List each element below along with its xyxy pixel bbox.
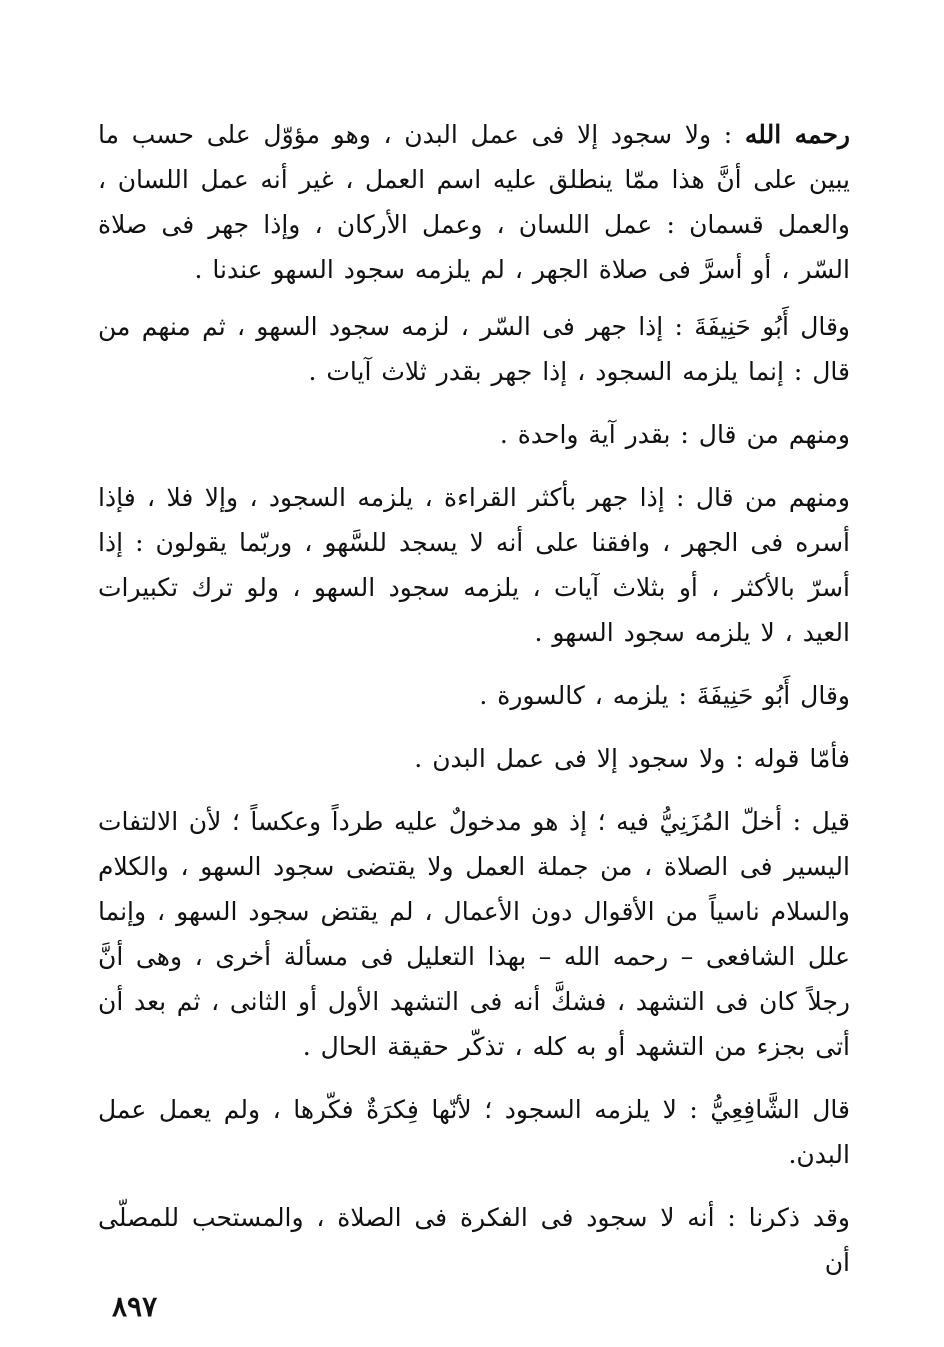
paragraph-1 — [98, 112, 850, 292]
paragraph-7: قيل : أخلّ المُزَنِيُّ فيه ؛ إذ هو مدخولٌ عليه طرداً وعكساً ؛ لأن الالتفات اليسير فى الصلاة ، من جملة العمل ولا يقتضى سجود السهو ، والكلام والسلام ناسياً من الأقوال دون الأعمال ، لم يقتض سجود السهو ، وإنما علل الشافعى – رحمه الله – بهذا التعليل فى مسألة أخرى ، وهى أنَّ رجلاً كان فى التشهد ، فشكَّ أنه فى التشهد الأول أو الثانى ، ثم بعد أن أتى بجزء من التشهد أو به كله ، تذكّر حقيقة الحال . — [98, 807, 850, 1061]
paragraph-3: ومنهم من قال : بقدر آية واحدة . — [499, 420, 850, 449]
paragraph-4: ومنهم من قال : إذا جهر بأكثر القراءة ، يلزمه السجود ، وإلا فلا ، فإذا أسره فى الجهر ، وافقنا على أنه لا يسجد للسَّهو ، وربّما يقولون : إذا أسرّ بالأكثر ، أو بثلاث آيات ، يلزمه سجود السهو ، ولو ترك تكبيرات العيد ، لا يلزمه سجود السهو . — [98, 483, 850, 647]
paragraph-8: قال الشَّافِعِيُّ : لا يلزمه السجود ؛ لأنّها فِكرَةٌ فكّرها ، ولم يعمل عمل البدن. — [98, 1095, 850, 1169]
page-number: ٨٩٧ — [112, 1290, 158, 1323]
paragraph-6: فأمّا قوله : ولا سجود إلا فى عمل البدن . — [414, 744, 850, 773]
paragraph-1-lead: رحمه الله — [744, 120, 850, 149]
paragraph-2: وقال أَبُو حَنِيفَةَ : إذا جهر فى السّر ، لزمه سجود السهو ، ثم منهم من قال : إنما يلزمه السجود ، إذا جهر بقدر ثلاث آيات . — [98, 312, 850, 386]
paragraph-1-text: : ولا سجود إلا فى عمل البدن ، وهو مؤوّل على حسب ما يبين على أنَّ هذا ممّا ينطلق عليه اسم العمل ، غير أنه عمل اللسان ، والعمل قسمان : عمل اللسان ، وعمل الأركان ، وإذا جهر فى صلاة السّر ، أو أسرَّ فى صلاة الجهر ، لم يلزمه سجود السهو عندنا . — [98, 120, 850, 284]
paragraph-9: وقد ذكرنا : أنه لا سجود فى الفكرة فى الصلاة ، والمستحب للمصلّى أن — [98, 1203, 850, 1277]
paragraph-5: وقال أَبُو حَنِيفَةَ : يلزمه ، كالسورة . — [479, 681, 850, 710]
page-body — [98, 112, 850, 1303]
